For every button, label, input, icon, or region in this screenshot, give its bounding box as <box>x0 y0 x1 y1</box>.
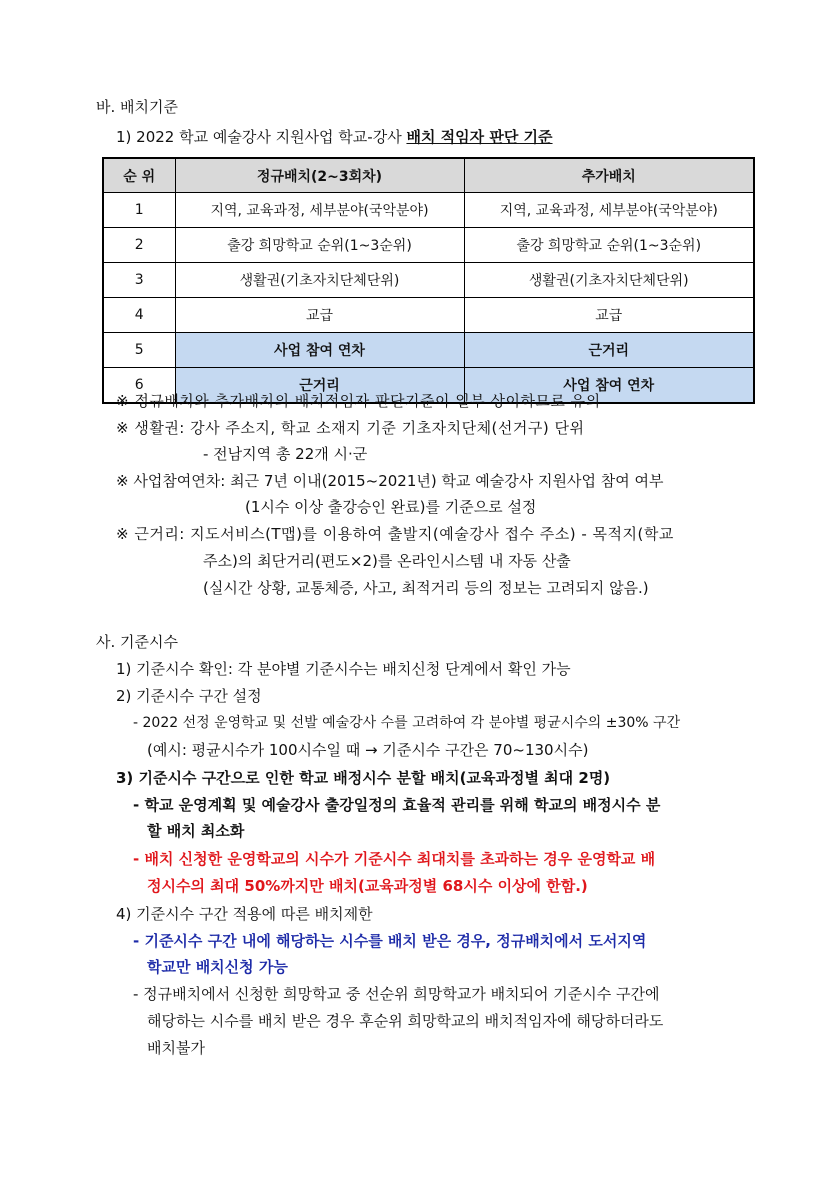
note-2: ※ 생활권: 강사 주소지, 학교 소재지 기준 기초자치단체(선거구) 단위 <box>116 419 585 437</box>
section-sa-heading: 사. 기준시수 <box>96 633 178 651</box>
cell-rank: 2 <box>103 228 175 263</box>
sa-item-3b: - 배치 신청한 운영학교의 시수가 기준시수 최대치를 초과하는 경우 운영학교 배 <box>133 850 656 868</box>
cell-rank: 5 <box>103 333 175 368</box>
sa-item-3a-cont: 할 배치 최소화 <box>147 822 245 840</box>
cell-rank: 6 <box>103 368 175 404</box>
cell-rank: 1 <box>103 193 175 228</box>
subheading-prefix: 1) 2022 학교 예술강사 지원사업 학교-강사 <box>116 128 407 146</box>
table-row <box>103 228 754 263</box>
note-3-detail: (1시수 이상 출강승인 완료)를 기준으로 설정 <box>245 498 537 516</box>
allocation-criteria-table <box>102 157 755 404</box>
note-4: ※ 근거리: 지도서비스(T맵)를 이용하여 출발지(예술강사 접수 주소) - 목적지(학교 <box>116 525 674 543</box>
sa-item-2b: (예시: 평균시수가 100시수일 때 → 기준시수 구간은 70~130시수) <box>147 741 589 759</box>
sa-item-4b: - 정규배치에서 신청한 희망학교 중 선순위 희망학교가 배치되어 기준시수 구간에 <box>133 985 660 1003</box>
cell-regular: 지역, 교육과정, 세부분야(국악분야) <box>175 193 464 228</box>
cell-additional: 출강 희망학교 순위(1~3순위) <box>464 228 754 263</box>
section-ba-subheading <box>116 127 553 147</box>
note-2-detail: - 전남지역 총 22개 시·군 <box>203 445 368 463</box>
table-row <box>103 193 754 228</box>
cell-additional: 지역, 교육과정, 세부분야(국악분야) <box>464 193 754 228</box>
sa-item-2: 2) 기준시수 구간 설정 <box>116 687 262 705</box>
table-row <box>103 298 754 333</box>
sa-item-4b-cont-2: 배치불가 <box>147 1039 205 1057</box>
cell-additional: 근거리 <box>464 333 754 368</box>
sa-item-3b-cont: 정시수의 최대 50%까지만 배치(교육과정별 68시수 이상에 한함.) <box>147 877 588 895</box>
table-row <box>103 333 754 368</box>
sa-item-4a: - 기준시수 구간 내에 해당하는 시수를 배치 받은 경우, 정규배치에서 도서지역 <box>133 932 647 950</box>
sa-item-2a: - 2022 선정 운영학교 및 선발 예술강사 수를 고려하여 각 분야별 평균시수의 ±30% 구간 <box>133 715 681 731</box>
cell-regular: 교급 <box>175 298 464 333</box>
note-4-detail: 주소)의 최단거리(편도×2)를 온라인시스템 내 자동 산출 <box>203 552 571 570</box>
cell-rank: 3 <box>103 263 175 298</box>
header-additional: 추가배치 <box>464 158 754 193</box>
header-regular: 정규배치(2~3회차) <box>175 158 464 193</box>
cell-rank: 4 <box>103 298 175 333</box>
cell-additional: 사업 참여 연차 <box>464 368 754 404</box>
table-row <box>103 263 754 298</box>
cell-regular: 생활권(기초자치단체단위) <box>175 263 464 298</box>
cell-regular: 근거리 <box>175 368 464 404</box>
cell-additional: 교급 <box>464 298 754 333</box>
sa-item-4: 4) 기준시수 구간 적용에 따른 배치제한 <box>116 905 373 923</box>
subheading-emphasis: 배치 적임자 판단 기준 <box>406 128 553 146</box>
sa-item-3: 3) 기준시수 구간으로 인한 학교 배정시수 분할 배치(교육과정별 최대 2명) <box>116 769 611 787</box>
cell-regular: 사업 참여 연차 <box>175 333 464 368</box>
note-3: ※ 사업참여연차: 최근 7년 이내(2015~2021년) 학교 예술강사 지원사업 참여 여부 <box>116 472 664 490</box>
sa-item-1: 1) 기준시수 확인: 각 분야별 기준시수는 배치신청 단계에서 확인 가능 <box>116 660 571 678</box>
cell-additional: 생활권(기초자치단체단위) <box>464 263 754 298</box>
header-rank: 순 위 <box>103 158 175 193</box>
cell-regular: 출강 희망학교 순위(1~3순위) <box>175 228 464 263</box>
sa-item-4b-cont: 해당하는 시수를 배치 받은 경우 후순위 희망학교의 배치적임자에 해당하더라도 <box>147 1012 664 1030</box>
sa-item-4a-cont: 학교만 배치신청 가능 <box>147 958 288 976</box>
section-ba-heading: 바. 배치기준 <box>96 98 178 116</box>
sa-item-3a: - 학교 운영계획 및 예술강사 출강일정의 효율적 관리를 위해 학교의 배정시수 분 <box>133 796 661 814</box>
note-1: ※ 정규배치와 추가배치의 배치적임자 판단기준이 일부 상이하므로 유의 <box>116 392 601 410</box>
table-header-row <box>103 158 754 193</box>
note-4-detail-2: (실시간 상황, 교통체증, 사고, 최적거리 등의 정보는 고려되지 않음.) <box>203 579 649 597</box>
